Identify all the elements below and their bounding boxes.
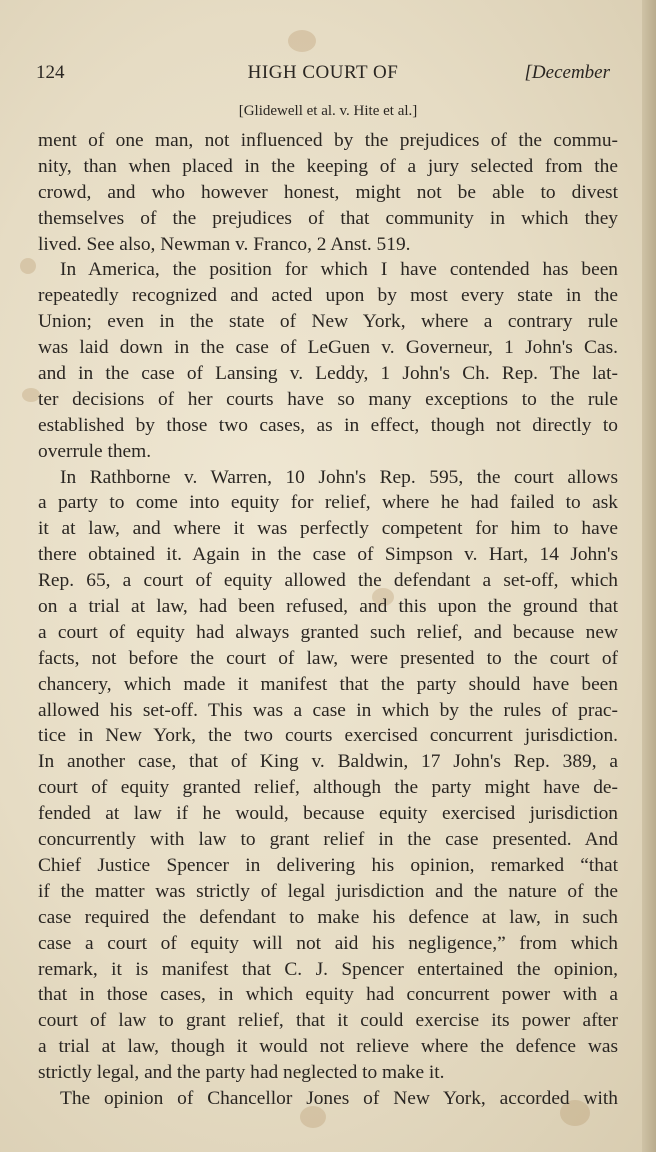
page-number: 124 [36,62,65,83]
text-line: fended at law if he would, because equity exercised jurisdiction [38,803,618,825]
text-line: case required the defendant to make his defence at law, in such [38,906,618,928]
text-line: a party to come into equity for relief, where he had failed to ask [38,492,618,514]
text-line: crowd, and who however honest, might not be able to divest [38,181,618,203]
text-line: on a trial at law, had been refused, and this upon the ground that [38,596,618,618]
case-caption: [Glidewell et al. v. Hite et al.] [238,103,418,119]
text-line: allowed his set-off. This was a case in which by the rules of prac- [38,699,618,721]
text-line: In Rathborne v. Warren, 10 John's Rep. 595, the court allows [60,466,618,488]
text-line: The opinion of Chancellor Jones of New York, accorded with [60,1087,618,1109]
text-line: if the matter was strictly of legal jurisdiction and the nature of the [38,880,618,902]
text-line: nity, than when placed in the keeping of a jury selected from the [38,155,618,177]
text-line: Rep. 65, a court of equity allowed the defendant a set-off, which [38,570,618,592]
running-header [36,62,610,88]
text-line: facts, not before the court of law, were presented to the court of [38,647,618,669]
text-line: court of law to grant relief, that it could exercise its power after [38,1010,618,1032]
text-line: court of equity granted relief, although the party might have de- [38,777,618,799]
text-line: and in the case of Lansing v. Leddy, 1 John's Ch. Rep. The lat- [38,363,618,385]
text-line: a trial at law, though it would not relieve where the defence was [38,1036,618,1058]
foxing-stain [20,258,36,274]
text-line: was laid down in the case of LeGuen v. Governeur, 1 John's Cas. [38,337,618,359]
text-line: case a court of equity will not aid his negligence,” from which [38,932,618,954]
text-line: In America, the position for which I have contended has been [60,259,618,281]
text-line: Chief Justice Spencer in delivering his opinion, remarked “that [38,854,618,876]
text-line: In another case, that of King v. Baldwin, 17 John's Rep. 389, a [38,751,618,773]
text-line: repeatedly recognized and acted upon by most every state in the [38,285,618,307]
text-line: a court of equity had always granted such relief, and because new [38,621,618,643]
text-line: Union; even in the state of New York, where a contrary rule [38,311,618,333]
text-line: established by those two cases, as in effect, though not directly to [38,414,618,436]
text-line: themselves of the prejudices of that community in which they [38,207,618,229]
text-line: ment of one man, not influenced by the prejudices of the commu- [38,130,618,151]
text-line: strictly legal, and the party had neglected to make it. [38,1062,445,1084]
foxing-stain [288,30,316,52]
text-line: chancery, which made it manifest that the party should have been [38,673,618,695]
text-line: overrule them. [38,440,152,462]
text-line: concurrently with law to grant relief in the case presented. And [38,829,618,851]
text-line: that in those cases, in which equity had concurrent power with a [38,984,618,1006]
running-title: HIGH COURT OF [247,62,399,83]
text-line: tice in New York, the two courts exercised concurrent jurisdiction. [38,725,618,747]
month-label: [December [524,62,610,83]
text-line: it at law, and where it was perfectly competent for him to have [38,518,618,540]
text-line: there obtained it. Again in the case of Simpson v. Hart, 14 John's [38,544,618,566]
text-line: lived. See also, Newman v. Franco, 2 Anst. 519. [38,233,411,255]
text-line: ter decisions of her courts have so many exceptions to the rule [38,388,618,410]
body-text [38,128,618,1112]
text-line: remark, it is manifest that C. J. Spencer entertained the opinion, [38,958,618,980]
page-edge [642,0,656,1152]
